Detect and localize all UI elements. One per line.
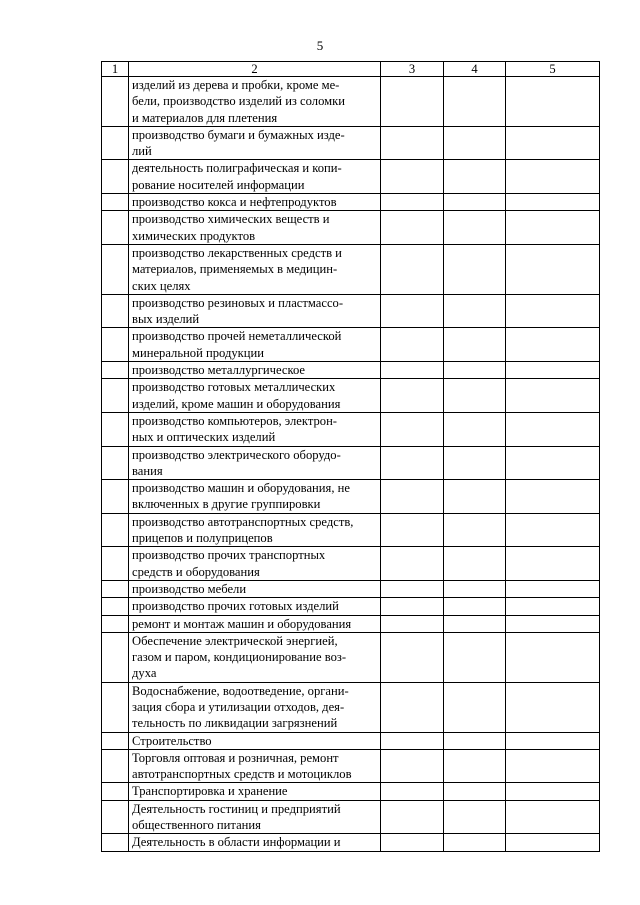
empty-cell-col-3 [381,77,444,127]
empty-cell-col-1 [102,211,129,245]
empty-cell-col-4 [444,732,506,749]
empty-cell-col-1 [102,749,129,783]
activity-name-cell: деятельность полиграфическая и копи- рование носителей информации [129,160,381,194]
table-row [102,160,600,194]
empty-cell-col-4 [444,446,506,480]
empty-cell-col-4 [444,362,506,379]
empty-cell-col-1 [102,160,129,194]
table-row [102,77,600,127]
activity-name-cell: производство резиновых и пластмассо- вых изделий [129,294,381,328]
empty-cell-col-5 [506,294,600,328]
empty-cell-col-4 [444,480,506,514]
empty-cell-col-4 [444,513,506,547]
empty-cell-col-4 [444,800,506,834]
empty-cell-col-5 [506,126,600,160]
table-body [102,77,600,852]
table-row [102,362,600,379]
empty-cell-col-3 [381,580,444,597]
empty-cell-col-3 [381,682,444,732]
activity-name-cell: производство металлургическое [129,362,381,379]
table-row [102,598,600,615]
empty-cell-col-3 [381,446,444,480]
empty-cell-col-4 [444,160,506,194]
empty-cell-col-5 [506,615,600,632]
empty-cell-col-1 [102,632,129,682]
table-row [102,800,600,834]
activity-name-cell: Обеспечение электрической энергией, газом и паром, кондиционирование воз- духа [129,632,381,682]
table-row [102,682,600,732]
table-row [102,480,600,514]
activity-name-cell: производство машин и оборудования, не включенных в другие группировки [129,480,381,514]
empty-cell-col-5 [506,160,600,194]
empty-cell-col-3 [381,379,444,413]
activity-name-cell: производство кокса и нефтепродуктов [129,194,381,211]
activity-table [101,61,600,852]
empty-cell-col-1 [102,480,129,514]
table-row [102,446,600,480]
empty-cell-col-5 [506,211,600,245]
header-col-4: 4 [444,62,506,77]
empty-cell-col-3 [381,126,444,160]
empty-cell-col-4 [444,580,506,597]
empty-cell-col-5 [506,362,600,379]
empty-cell-col-4 [444,244,506,294]
table-row [102,580,600,597]
empty-cell-col-4 [444,211,506,245]
empty-cell-col-4 [444,834,506,851]
header-col-5: 5 [506,62,600,77]
table-row [102,632,600,682]
empty-cell-col-3 [381,194,444,211]
empty-cell-col-3 [381,480,444,514]
empty-cell-col-1 [102,362,129,379]
empty-cell-col-1 [102,547,129,581]
empty-cell-col-4 [444,682,506,732]
empty-cell-col-1 [102,783,129,800]
table-row [102,513,600,547]
empty-cell-col-3 [381,800,444,834]
empty-cell-col-3 [381,732,444,749]
activity-name-cell: производство мебели [129,580,381,597]
empty-cell-col-1 [102,77,129,127]
empty-cell-col-3 [381,328,444,362]
empty-cell-col-1 [102,194,129,211]
table-row [102,783,600,800]
empty-cell-col-5 [506,800,600,834]
empty-cell-col-5 [506,732,600,749]
empty-cell-col-3 [381,244,444,294]
empty-cell-col-3 [381,783,444,800]
table-row [102,749,600,783]
empty-cell-col-5 [506,513,600,547]
activity-name-cell: производство компьютеров, электрон- ных и оптических изделий [129,412,381,446]
empty-cell-col-4 [444,294,506,328]
empty-cell-col-5 [506,783,600,800]
header-col-1: 1 [102,62,129,77]
empty-cell-col-1 [102,126,129,160]
empty-cell-col-3 [381,412,444,446]
empty-cell-col-3 [381,615,444,632]
activity-name-cell: производство готовых металлических изделий, кроме машин и оборудования [129,379,381,413]
header-col-2: 2 [129,62,381,77]
empty-cell-col-1 [102,244,129,294]
empty-cell-col-1 [102,834,129,851]
empty-cell-col-4 [444,126,506,160]
empty-cell-col-3 [381,749,444,783]
empty-cell-col-1 [102,580,129,597]
table-row [102,834,600,851]
activity-name-cell: Строительство [129,732,381,749]
activity-name-cell: производство прочих готовых изделий [129,598,381,615]
empty-cell-col-4 [444,632,506,682]
empty-cell-col-1 [102,446,129,480]
empty-cell-col-5 [506,412,600,446]
table-row [102,126,600,160]
empty-cell-col-4 [444,615,506,632]
empty-cell-col-5 [506,379,600,413]
activity-name-cell: Транспортировка и хранение [129,783,381,800]
empty-cell-col-3 [381,160,444,194]
activity-name-cell: производство автотранспортных средств, прицепов и полуприцепов [129,513,381,547]
activity-name-cell: производство прочих транспортных средств и оборудования [129,547,381,581]
empty-cell-col-4 [444,194,506,211]
table-row [102,412,600,446]
empty-cell-col-1 [102,513,129,547]
empty-cell-col-5 [506,446,600,480]
empty-cell-col-3 [381,294,444,328]
empty-cell-col-4 [444,749,506,783]
empty-cell-col-3 [381,513,444,547]
empty-cell-col-5 [506,598,600,615]
activity-name-cell: Деятельность в области информации и [129,834,381,851]
activity-name-cell: Деятельность гостиниц и предприятий общественного питания [129,800,381,834]
activity-name-cell: производство химических веществ и химических продуктов [129,211,381,245]
empty-cell-col-5 [506,194,600,211]
empty-cell-col-4 [444,412,506,446]
empty-cell-col-5 [506,77,600,127]
table-row [102,328,600,362]
empty-cell-col-1 [102,379,129,413]
table-row [102,211,600,245]
empty-cell-col-3 [381,362,444,379]
empty-cell-col-4 [444,379,506,413]
empty-cell-col-4 [444,783,506,800]
empty-cell-col-1 [102,412,129,446]
table-row [102,244,600,294]
empty-cell-col-3 [381,211,444,245]
empty-cell-col-1 [102,294,129,328]
activity-name-cell: ремонт и монтаж машин и оборудования [129,615,381,632]
empty-cell-col-5 [506,749,600,783]
activity-name-cell: производство лекарственных средств и материалов, применяемых в медицин- ских целях [129,244,381,294]
empty-cell-col-3 [381,598,444,615]
empty-cell-col-5 [506,834,600,851]
activity-name-cell: Водоснабжение, водоотведение, органи- зация сбора и утилизации отходов, дея- тельность по ликвидации загрязнений [129,682,381,732]
empty-cell-col-5 [506,580,600,597]
page-number: 5 [316,38,324,53]
table-row [102,547,600,581]
header-row [102,62,600,77]
table-row [102,194,600,211]
empty-cell-col-1 [102,598,129,615]
activity-name-cell: изделий из дерева и пробки, кроме ме- бели, производство изделий из соломки и материалов для плетения [129,77,381,127]
empty-cell-col-5 [506,682,600,732]
empty-cell-col-4 [444,77,506,127]
activity-name-cell: производство бумаги и бумажных изде- лий [129,126,381,160]
empty-cell-col-4 [444,328,506,362]
empty-cell-col-4 [444,547,506,581]
empty-cell-col-5 [506,480,600,514]
header-col-3: 3 [381,62,444,77]
activity-name-cell: Торговля оптовая и розничная, ремонт автотранспортных средств и мотоциклов [129,749,381,783]
empty-cell-col-1 [102,732,129,749]
activity-name-cell: производство прочей неметаллической минеральной продукции [129,328,381,362]
empty-cell-col-5 [506,328,600,362]
empty-cell-col-1 [102,800,129,834]
empty-cell-col-1 [102,615,129,632]
table-row [102,294,600,328]
empty-cell-col-3 [381,547,444,581]
empty-cell-col-1 [102,328,129,362]
table-row [102,379,600,413]
activity-name-cell: производство электрического оборудо- вания [129,446,381,480]
table-row [102,615,600,632]
empty-cell-col-4 [444,598,506,615]
empty-cell-col-5 [506,547,600,581]
table-row [102,732,600,749]
empty-cell-col-5 [506,632,600,682]
empty-cell-col-3 [381,834,444,851]
empty-cell-col-3 [381,632,444,682]
empty-cell-col-5 [506,244,600,294]
empty-cell-col-1 [102,682,129,732]
